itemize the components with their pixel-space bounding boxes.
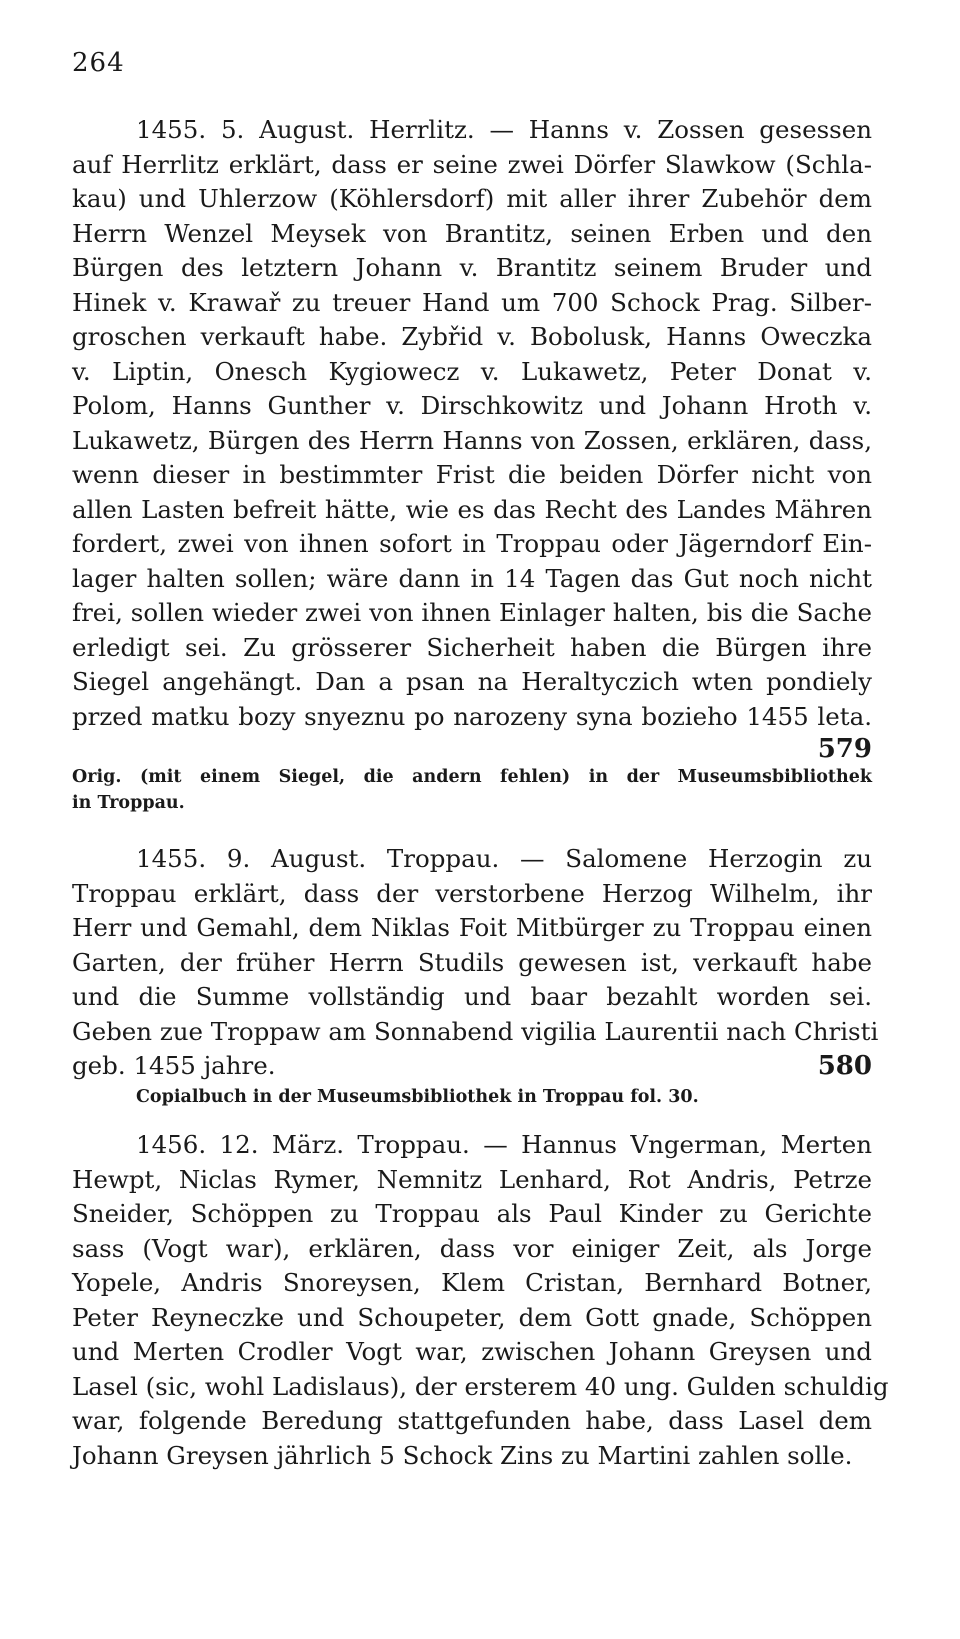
entry-line: war, folgende Beredung stattgefunden habe, dass Lasel dem (72, 1406, 872, 1435)
entry-line: 1456. 12. März. Troppau. — Hannus Vngerman, Merten (136, 1130, 872, 1159)
entry-line: geb. 1455 jahre. (72, 1051, 276, 1080)
entry-line: kau) und Uhlerzow (Köhlersdorf) mit aller ihrer Zubehör dem (72, 184, 872, 213)
entry-line: erledigt sei. Zu grösserer Sicherheit haben die Bürgen ihre (72, 632, 872, 662)
entry-line: wenn dieser in bestimmter Frist die beiden Dörfer nicht von (72, 460, 872, 489)
entry-579 (72, 113, 872, 816)
entry-line: lager halten sollen; wäre dann in 14 Tagen das Gut noch nicht (72, 563, 872, 593)
source-note: in Troppau. (72, 793, 185, 813)
entry-line: fordert, zwei von ihnen sofort in Troppau oder Jägerndorf Ein- (72, 529, 872, 558)
entry-line: sass (Vogt war), erklären, dass vor einiger Zeit, als Jorge (72, 1233, 872, 1263)
entry-581 (72, 1128, 889, 1473)
entry-number: 579 (817, 734, 872, 764)
entry-line: groschen verkauft habe. Zybřid v. Bobolusk, Hanns Oweczka (72, 322, 872, 351)
entry-line: przed matku bozy snyeznu po narozeny syna bozieho 1455 leta. (72, 701, 872, 731)
entry-line: und die Summe vollständig und baar bezahlt worden sei. (72, 982, 872, 1011)
entry-line: und Merten Crodler Vogt war, zwischen Johann Greysen und (72, 1337, 872, 1366)
entry-line: Garten, der früher Herrn Studils gewesen ist, verkauft habe (72, 947, 872, 977)
entry-line: allen Lasten befreit hätte, wie es das Recht des Landes Mähren (72, 494, 872, 524)
entry-line: auf Herrlitz erklärt, dass er seine zwei Dörfer Slawkow (Schla- (72, 149, 872, 179)
entry-line: Lukawetz, Bürgen des Herrn Hanns von Zossen, erklären, dass, (72, 425, 872, 455)
page-number: 264 (72, 48, 125, 78)
entry-line: Herrn Wenzel Meysek von Brantitz, seinen Erben und den (72, 218, 872, 248)
entry-line: Johann Greysen jährlich 5 Schock Zins zu Martini zahlen solle. (72, 1440, 853, 1470)
entry-line: v. Liptin, Onesch Kygiowecz v. Lukawetz, Peter Donat v. (72, 356, 872, 386)
entry-number: 580 (817, 1051, 872, 1081)
entry-line: frei, sollen wieder zwei von ihnen Einlager halten, bis die Sache (72, 598, 872, 627)
entry-line: Hewpt, Niclas Rymer, Nemnitz Lenhard, Rot Andris, Petrze (72, 1164, 872, 1194)
entry-line: Herr und Gemahl, dem Niklas Foit Mitbürger zu Troppau einen (72, 913, 872, 942)
entry-line: Bürgen des letztern Johann v. Brantitz seinem Bruder und (72, 253, 872, 282)
entry-line: Troppau erklärt, dass der verstorbene Herzog Wilhelm, ihr (72, 878, 872, 908)
entry-line: Yopele, Andris Snoreysen, Klem Cristan, Bernhard Botner, (72, 1268, 872, 1297)
entry-580 (72, 842, 879, 1110)
entry-line: Lasel (sic, wohl Ladislaus), der ersterem 40 ung. Gulden schuldig (72, 1371, 889, 1401)
entry-line: 1455. 5. August. Herrlitz. — Hanns v. Zossen gesessen (136, 115, 872, 144)
source-note: Copialbuch in der Museumsbibliothek in Troppau fol. 30. (136, 1086, 699, 1107)
entry-line: Siegel angehängt. Dan a psan na Heraltyczich wten pondiely (72, 667, 872, 696)
entry-line: Geben zue Troppaw am Sonnabend vigilia Laurentii nach Christi (72, 1016, 879, 1046)
entry-line: Peter Reyneczke und Schoupeter, dem Gott gnade, Schöppen (72, 1302, 872, 1332)
entry-last-line (72, 1049, 872, 1084)
source-note: Orig. (mit einem Siegel, die andern fehlen) in der Museumsbibliothek (72, 767, 872, 787)
entry-line: 1455. 9. August. Troppau. — Salomene Herzogin zu (136, 844, 872, 873)
entry-line: Polom, Hanns Gunther v. Dirschkowitz und Johann Hroth v. (72, 391, 872, 420)
entry-line: Hinek v. Krawař zu treuer Hand um 700 Schock Prag. Silber- (72, 287, 872, 317)
entry-line: Sneider, Schöppen zu Troppau als Paul Kinder zu Gerichte (72, 1199, 872, 1228)
